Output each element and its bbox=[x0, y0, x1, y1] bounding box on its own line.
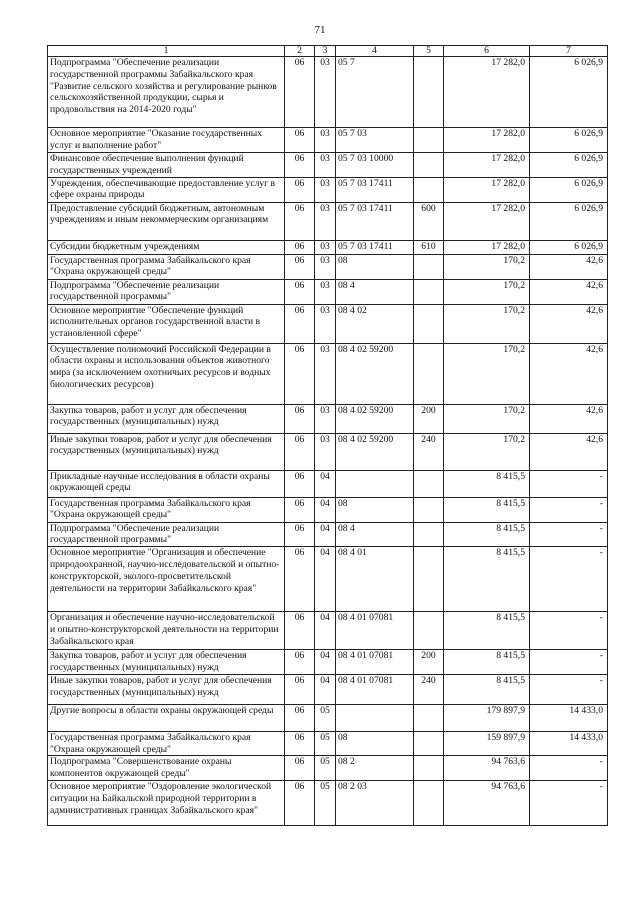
row-name: Учреждения, обеспечивающие предоставление услуг в сфере охраны природы bbox=[48, 177, 285, 202]
amount-col6: 8 415,5 bbox=[444, 650, 530, 675]
table-row bbox=[48, 279, 608, 304]
amount-col6: 17 282,0 bbox=[444, 240, 530, 254]
amount-col7: - bbox=[530, 497, 608, 522]
subsection-code: 04 bbox=[315, 497, 336, 522]
amount-col7: 6 026,9 bbox=[530, 128, 608, 153]
expense-type-code bbox=[414, 343, 444, 404]
table-row bbox=[48, 177, 608, 202]
row-name: Субсидии бюджетным учреждениям bbox=[48, 240, 285, 254]
section-code: 06 bbox=[285, 343, 315, 404]
amount-col7: - bbox=[530, 470, 608, 497]
row-name: Государственная программа Забайкальского края "Охрана окружающей среды" bbox=[48, 254, 285, 279]
expense-type-code: 240 bbox=[414, 674, 444, 704]
column-header: 6 bbox=[444, 46, 530, 57]
target-article-code: 08 4 02 59200 bbox=[336, 343, 414, 404]
expense-type-code bbox=[414, 153, 444, 178]
section-code: 06 bbox=[285, 202, 315, 240]
subsection-code: 03 bbox=[315, 304, 336, 343]
subsection-code: 03 bbox=[315, 279, 336, 304]
amount-col7: 14 433,0 bbox=[530, 704, 608, 731]
amount-col6: 94 763,6 bbox=[444, 756, 530, 781]
amount-col6: 179 897,9 bbox=[444, 704, 530, 731]
section-code: 06 bbox=[285, 522, 315, 547]
row-name: Подпрограмма "Совершенствование охраны компонентов окружающей среды" bbox=[48, 756, 285, 781]
column-header: 2 bbox=[285, 46, 315, 57]
section-code: 06 bbox=[285, 756, 315, 781]
amount-col6: 170,2 bbox=[444, 279, 530, 304]
expense-type-code bbox=[414, 279, 444, 304]
column-header: 3 bbox=[315, 46, 336, 57]
expense-type-code: 200 bbox=[414, 650, 444, 675]
expense-type-code bbox=[414, 780, 444, 825]
expense-type-code bbox=[414, 612, 444, 650]
target-article-code bbox=[336, 470, 414, 497]
section-code: 06 bbox=[285, 404, 315, 433]
target-article-code: 05 7 03 17411 bbox=[336, 177, 414, 202]
table-row bbox=[48, 650, 608, 675]
subsection-code: 05 bbox=[315, 731, 336, 756]
amount-col7: - bbox=[530, 612, 608, 650]
target-article-code: 08 4 bbox=[336, 522, 414, 547]
table-row bbox=[48, 57, 608, 128]
row-name: Подпрограмма "Обеспечение реализации государственной программы" bbox=[48, 522, 285, 547]
table-row bbox=[48, 433, 608, 470]
row-name: Иные закупки товаров, работ и услуг для обеспечения государственных (муниципальных) нужд bbox=[48, 674, 285, 704]
section-code: 06 bbox=[285, 240, 315, 254]
amount-col7: 6 026,9 bbox=[530, 240, 608, 254]
amount-col6: 8 415,5 bbox=[444, 612, 530, 650]
expense-type-code bbox=[414, 522, 444, 547]
table-row bbox=[48, 128, 608, 153]
amount-col6: 17 282,0 bbox=[444, 128, 530, 153]
subsection-code: 04 bbox=[315, 650, 336, 675]
amount-col7: 14 433,0 bbox=[530, 731, 608, 756]
section-code: 06 bbox=[285, 304, 315, 343]
table-row bbox=[48, 756, 608, 781]
subsection-code: 04 bbox=[315, 674, 336, 704]
target-article-code: 08 4 01 07081 bbox=[336, 674, 414, 704]
target-article-code bbox=[336, 704, 414, 731]
header-row bbox=[48, 46, 608, 57]
amount-col6: 170,2 bbox=[444, 304, 530, 343]
amount-col7: 42,6 bbox=[530, 343, 608, 404]
row-name: Осуществление полномочий Российской Федерации в области охраны и использования объектов животного мира (за исключением охотничьих ресурсов и водных биологических ресурсов) bbox=[48, 343, 285, 404]
column-header: 5 bbox=[414, 46, 444, 57]
table-row bbox=[48, 202, 608, 240]
expense-type-code bbox=[414, 304, 444, 343]
amount-col6: 170,2 bbox=[444, 433, 530, 470]
target-article-code: 08 4 02 bbox=[336, 304, 414, 343]
row-name: Организация и обеспечение научно-исследовательской и опытно-конструкторской деятельности на территории Забайкальского края bbox=[48, 612, 285, 650]
section-code: 06 bbox=[285, 704, 315, 731]
amount-col7: - bbox=[530, 780, 608, 825]
amount-col7: - bbox=[530, 756, 608, 781]
amount-col6: 8 415,5 bbox=[444, 547, 530, 612]
target-article-code: 08 2 bbox=[336, 756, 414, 781]
expense-type-code bbox=[414, 731, 444, 756]
section-code: 06 bbox=[285, 780, 315, 825]
amount-col6: 159 897,9 bbox=[444, 731, 530, 756]
amount-col7: 42,6 bbox=[530, 254, 608, 279]
row-name: Основное мероприятие "Организация и обеспечение природоохранной, научно-исследовательской и опытно- конструкторской, эколого-просветительской деятельности на территории Забайкальского края" bbox=[48, 547, 285, 612]
subsection-code: 03 bbox=[315, 202, 336, 240]
amount-col7: 42,6 bbox=[530, 304, 608, 343]
amount-col6: 170,2 bbox=[444, 404, 530, 433]
target-article-code: 08 4 01 07081 bbox=[336, 650, 414, 675]
expense-type-code bbox=[414, 470, 444, 497]
amount-col6: 8 415,5 bbox=[444, 470, 530, 497]
table-row bbox=[48, 254, 608, 279]
row-name: Подпрограмма "Обеспечение реализации государственной программы Забайкальского края "Развитие сельского хозяйства и регулирование рынков сельскохозяйственной продукции, сырья и продовольствия на 2014-2020 годы" bbox=[48, 57, 285, 128]
target-article-code: 08 bbox=[336, 497, 414, 522]
amount-col6: 8 415,5 bbox=[444, 522, 530, 547]
subsection-code: 03 bbox=[315, 240, 336, 254]
target-article-code: 05 7 03 17411 bbox=[336, 202, 414, 240]
amount-col6: 17 282,0 bbox=[444, 177, 530, 202]
section-code: 06 bbox=[285, 674, 315, 704]
amount-col6: 17 282,0 bbox=[444, 153, 530, 178]
expense-type-code bbox=[414, 704, 444, 731]
subsection-code: 03 bbox=[315, 153, 336, 178]
section-code: 06 bbox=[285, 433, 315, 470]
column-header: 1 bbox=[48, 46, 285, 57]
expense-type-code bbox=[414, 547, 444, 612]
subsection-code: 03 bbox=[315, 433, 336, 470]
row-name: Основное мероприятие "Оздоровление экологической ситуации на Байкальской природной территории в административных границах Забайкальского края" bbox=[48, 780, 285, 825]
expense-type-code: 240 bbox=[414, 433, 444, 470]
table-row bbox=[48, 470, 608, 497]
row-name: Иные закупки товаров, работ и услуг для обеспечения государственных (муниципальных) нужд bbox=[48, 433, 285, 470]
expense-type-code: 600 bbox=[414, 202, 444, 240]
table-row bbox=[48, 704, 608, 731]
expense-type-code bbox=[414, 177, 444, 202]
section-code: 06 bbox=[285, 279, 315, 304]
section-code: 06 bbox=[285, 612, 315, 650]
table-row bbox=[48, 731, 608, 756]
subsection-code: 03 bbox=[315, 57, 336, 128]
row-name: Финансовое обеспечение выполнения функций государственных учреждений bbox=[48, 153, 285, 178]
table-row bbox=[48, 674, 608, 704]
table-row bbox=[48, 343, 608, 404]
target-article-code: 08 4 01 07081 bbox=[336, 612, 414, 650]
section-code: 06 bbox=[285, 547, 315, 612]
amount-col6: 94 763,6 bbox=[444, 780, 530, 825]
target-article-code: 08 bbox=[336, 254, 414, 279]
table-row bbox=[48, 404, 608, 433]
amount-col7: 6 026,9 bbox=[530, 153, 608, 178]
expense-type-code bbox=[414, 128, 444, 153]
row-name: Основное мероприятие "Оказание государственных услуг и выполнение работ" bbox=[48, 128, 285, 153]
subsection-code: 03 bbox=[315, 343, 336, 404]
amount-col6: 17 282,0 bbox=[444, 57, 530, 128]
section-code: 06 bbox=[285, 128, 315, 153]
section-code: 06 bbox=[285, 650, 315, 675]
row-name: Прикладные научные исследования в области охраны окружающей среды bbox=[48, 470, 285, 497]
subsection-code: 04 bbox=[315, 470, 336, 497]
table-row bbox=[48, 780, 608, 825]
row-name: Основное мероприятие "Обеспечение функций исполнительных органов государственной власти в установленной сфере" bbox=[48, 304, 285, 343]
amount-col7: - bbox=[530, 522, 608, 547]
subsection-code: 05 bbox=[315, 704, 336, 731]
amount-col7: 42,6 bbox=[530, 433, 608, 470]
column-header: 7 bbox=[530, 46, 608, 57]
amount-col6: 170,2 bbox=[444, 343, 530, 404]
subsection-code: 03 bbox=[315, 128, 336, 153]
subsection-code: 03 bbox=[315, 404, 336, 433]
page-number: 71 bbox=[314, 24, 326, 36]
row-name: Государственная программа Забайкальского края "Охрана окружающей среды" bbox=[48, 731, 285, 756]
section-code: 06 bbox=[285, 497, 315, 522]
target-article-code: 08 2 03 bbox=[336, 780, 414, 825]
subsection-code: 03 bbox=[315, 177, 336, 202]
amount-col7: - bbox=[530, 674, 608, 704]
expense-type-code bbox=[414, 497, 444, 522]
amount-col6: 8 415,5 bbox=[444, 497, 530, 522]
expense-type-code: 200 bbox=[414, 404, 444, 433]
table-row bbox=[48, 497, 608, 522]
target-article-code: 08 4 02 59200 bbox=[336, 404, 414, 433]
table-row bbox=[48, 612, 608, 650]
target-article-code: 05 7 03 bbox=[336, 128, 414, 153]
table-row bbox=[48, 547, 608, 612]
expense-type-code: 610 bbox=[414, 240, 444, 254]
subsection-code: 05 bbox=[315, 780, 336, 825]
section-code: 06 bbox=[285, 470, 315, 497]
expense-type-code bbox=[414, 254, 444, 279]
expense-type-code bbox=[414, 756, 444, 781]
subsection-code: 04 bbox=[315, 547, 336, 612]
row-name: Другие вопросы в области охраны окружающей среды bbox=[48, 704, 285, 731]
table-row bbox=[48, 240, 608, 254]
subsection-code: 03 bbox=[315, 254, 336, 279]
row-name: Закупка товаров, работ и услуг для обеспечения государственных (муниципальных) нужд bbox=[48, 404, 285, 433]
section-code: 06 bbox=[285, 57, 315, 128]
section-code: 06 bbox=[285, 153, 315, 178]
section-code: 06 bbox=[285, 731, 315, 756]
target-article-code: 05 7 03 17411 bbox=[336, 240, 414, 254]
subsection-code: 04 bbox=[315, 522, 336, 547]
amount-col7: 42,6 bbox=[530, 404, 608, 433]
row-name: Закупка товаров, работ и услуг для обеспечения государственных (муниципальных) нужд bbox=[48, 650, 285, 675]
budget-table bbox=[47, 45, 608, 826]
column-header: 4 bbox=[336, 46, 414, 57]
table-row bbox=[48, 522, 608, 547]
subsection-code: 04 bbox=[315, 612, 336, 650]
target-article-code: 08 bbox=[336, 731, 414, 756]
target-article-code: 08 4 01 bbox=[336, 547, 414, 612]
section-code: 06 bbox=[285, 177, 315, 202]
amount-col6: 170,2 bbox=[444, 254, 530, 279]
amount-col7: - bbox=[530, 547, 608, 612]
amount-col6: 17 282,0 bbox=[444, 202, 530, 240]
subsection-code: 05 bbox=[315, 756, 336, 781]
amount-col7: 6 026,9 bbox=[530, 202, 608, 240]
target-article-code: 05 7 03 10000 bbox=[336, 153, 414, 178]
table-row bbox=[48, 304, 608, 343]
amount-col7: - bbox=[530, 650, 608, 675]
section-code: 06 bbox=[285, 254, 315, 279]
expense-type-code bbox=[414, 57, 444, 128]
target-article-code: 05 7 bbox=[336, 57, 414, 128]
amount-col7: 6 026,9 bbox=[530, 177, 608, 202]
target-article-code: 08 4 02 59200 bbox=[336, 433, 414, 470]
amount-col6: 8 415,5 bbox=[444, 674, 530, 704]
table-row bbox=[48, 153, 608, 178]
target-article-code: 08 4 bbox=[336, 279, 414, 304]
row-name: Государственная программа Забайкальского края "Охрана окружающей среды" bbox=[48, 497, 285, 522]
row-name: Предоставление субсидий бюджетным, автономным учреждениям и иным некоммерческим организациям bbox=[48, 202, 285, 240]
amount-col7: 6 026,9 bbox=[530, 57, 608, 128]
amount-col7: 42,6 bbox=[530, 279, 608, 304]
row-name: Подпрограмма "Обеспечение реализации государственной программы" bbox=[48, 279, 285, 304]
